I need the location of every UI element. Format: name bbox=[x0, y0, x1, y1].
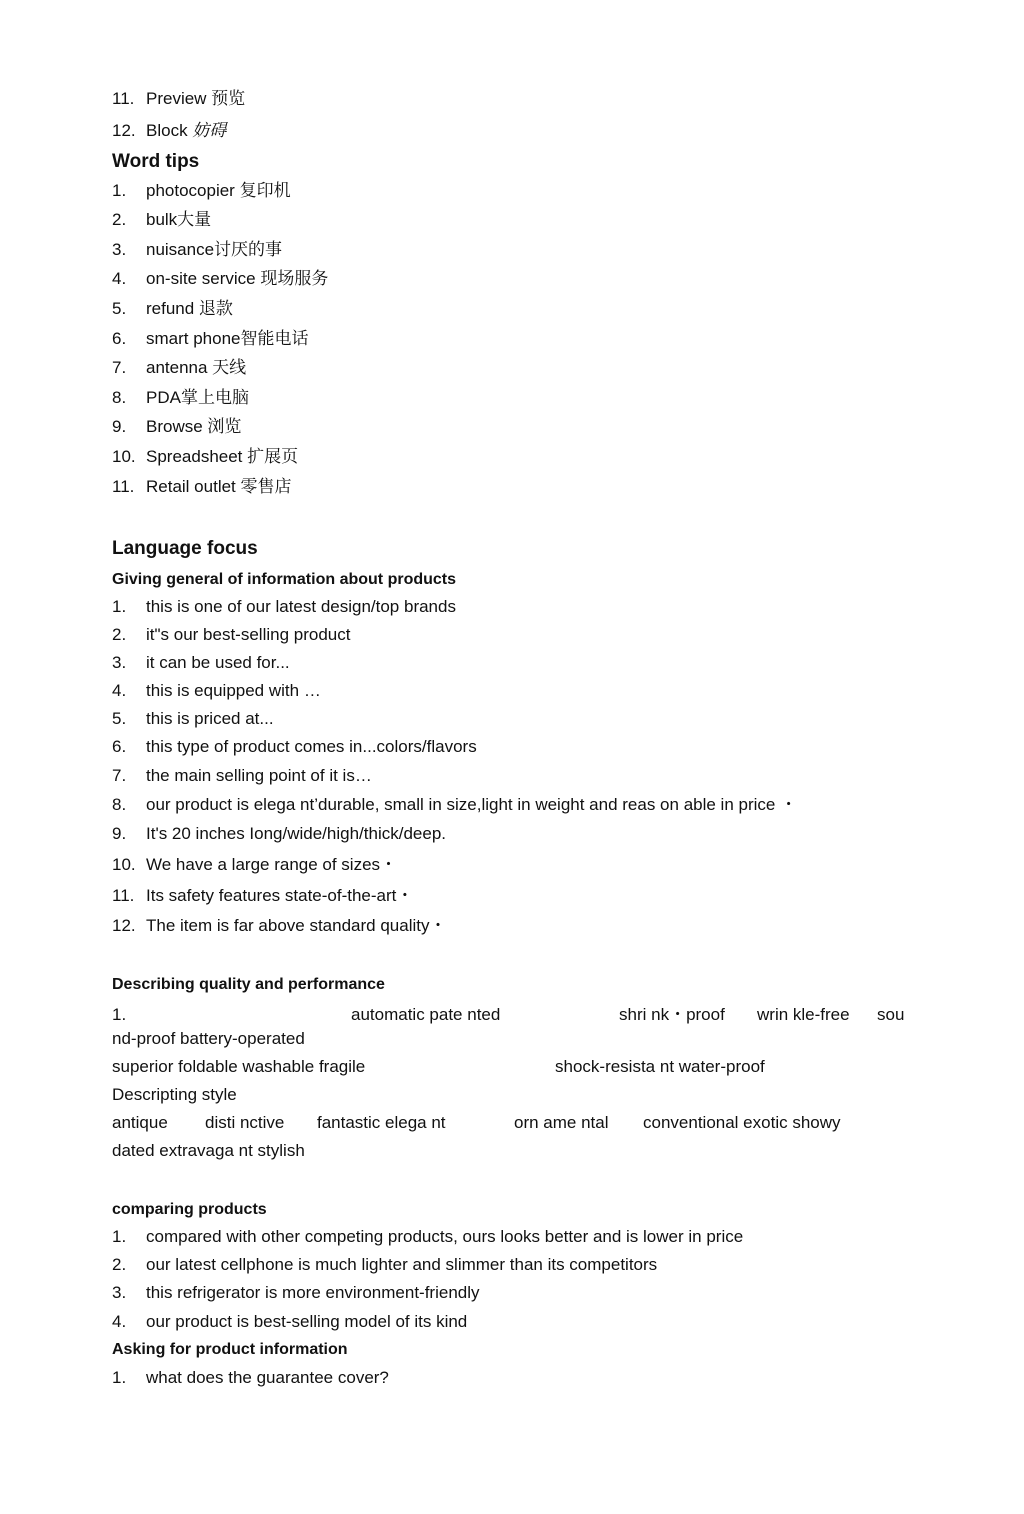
list-text: this refrigerator is more environment-friendly bbox=[146, 1283, 480, 1302]
list-number: 9. bbox=[112, 417, 127, 436]
list-number: 1. bbox=[112, 1227, 127, 1246]
list-number: 7. bbox=[112, 766, 127, 785]
list-number: 3. bbox=[112, 240, 127, 259]
list-text: photocopier 复印机 bbox=[146, 181, 291, 200]
quality-row-number: 1. bbox=[112, 1005, 127, 1024]
list-number: 11. bbox=[112, 886, 135, 905]
list-text: PDA掌上电脑 bbox=[146, 388, 249, 407]
list-item bbox=[112, 1311, 467, 1333]
list-text: refund 退款 bbox=[146, 299, 233, 318]
list-item bbox=[112, 298, 233, 320]
list-text: Retail outlet 零售店 bbox=[146, 477, 292, 496]
list-number: 8. bbox=[112, 795, 127, 814]
list-item bbox=[112, 624, 350, 646]
list-item bbox=[112, 476, 292, 498]
list-text: this is priced at... bbox=[146, 709, 274, 728]
quality-word: sou bbox=[877, 1005, 905, 1024]
list-item bbox=[112, 1226, 743, 1248]
list-item bbox=[112, 596, 456, 618]
list-item bbox=[112, 328, 309, 350]
list-text: smart phone智能电话 bbox=[146, 329, 309, 348]
list-text: the main selling point of it is… bbox=[146, 766, 372, 785]
list-text: Preview 预览 bbox=[146, 89, 246, 108]
list-number: 9. bbox=[112, 824, 127, 843]
list-number: 4. bbox=[112, 681, 127, 700]
list-text: this is equipped with … bbox=[146, 681, 321, 700]
quality-line: superior foldable washable fragile bbox=[112, 1057, 366, 1076]
list-number: 11. bbox=[112, 477, 135, 496]
quality-word: shri nk・proof bbox=[619, 1005, 725, 1024]
list-text: Its safety features state-of-the-art・ bbox=[146, 886, 414, 905]
list-text: compared with other competing products, ours looks better and is lower in price bbox=[146, 1227, 744, 1246]
list-number: 12. bbox=[112, 121, 136, 140]
list-number: 3. bbox=[112, 1283, 127, 1302]
list-item bbox=[112, 708, 274, 730]
list-item bbox=[112, 446, 298, 468]
style-word: fantastic elega nt bbox=[317, 1113, 446, 1132]
quality-line: shock-resista nt water-proof bbox=[555, 1057, 765, 1076]
list-number: 11. bbox=[112, 89, 135, 108]
list-text: it"s our best-selling product bbox=[146, 625, 351, 644]
list-text: Block 妨碍 bbox=[146, 121, 227, 140]
style-word: antique bbox=[112, 1113, 168, 1132]
list-number: 8. bbox=[112, 388, 127, 407]
list-item bbox=[112, 680, 321, 702]
list-number: 3. bbox=[112, 653, 127, 672]
list-number: 10. bbox=[112, 855, 136, 874]
quality-word: automatic pate nted bbox=[351, 1005, 501, 1024]
list-text: We have a large range of sizes・ bbox=[146, 855, 398, 874]
list-item bbox=[112, 88, 245, 110]
list-number: 2. bbox=[112, 210, 127, 229]
style-word: disti nctive bbox=[205, 1113, 285, 1132]
subheading-quality: Describing quality and performance bbox=[112, 976, 385, 993]
list-text: nuisance讨厌的事 bbox=[146, 240, 283, 259]
list-item bbox=[112, 416, 241, 438]
list-text: Spreadsheet 扩展页 bbox=[146, 447, 299, 466]
quality-word: wrin kle-free bbox=[757, 1005, 850, 1024]
list-item bbox=[112, 239, 282, 261]
list-text: what does the guarantee cover? bbox=[146, 1368, 389, 1387]
list-item bbox=[112, 915, 446, 937]
list-text: bulk大量 bbox=[146, 210, 212, 229]
list-number: 4. bbox=[112, 1312, 127, 1331]
list-number: 1. bbox=[112, 597, 127, 616]
list-text: our latest cellphone is much lighter and slimmer than its competitors bbox=[146, 1255, 658, 1274]
subheading-comparing: comparing products bbox=[112, 1201, 267, 1218]
list-number: 12. bbox=[112, 916, 136, 935]
list-number: 6. bbox=[112, 737, 127, 756]
list-number: 5. bbox=[112, 299, 127, 318]
subheading-asking: Asking for product information bbox=[112, 1341, 348, 1358]
list-number: 4. bbox=[112, 269, 127, 288]
list-text: our product is elega nt’durable, small in size,light in weight and reas on able in price ・ bbox=[146, 795, 798, 814]
section-heading-language-focus: Language focus bbox=[112, 538, 258, 559]
list-number: 5. bbox=[112, 709, 127, 728]
quality-line: dated extravaga nt stylish bbox=[112, 1141, 305, 1160]
list-item bbox=[112, 209, 211, 231]
list-text: this is one of our latest design/top brands bbox=[146, 597, 456, 616]
list-item bbox=[112, 736, 477, 758]
list-item bbox=[112, 357, 246, 379]
list-text: The item is far above standard quality・ bbox=[146, 916, 447, 935]
list-text: this type of product comes in...colors/flavors bbox=[146, 737, 477, 756]
list-item bbox=[112, 387, 249, 409]
style-word: conventional exotic showy bbox=[643, 1113, 841, 1132]
list-number: 7. bbox=[112, 358, 127, 377]
list-item bbox=[112, 1282, 480, 1304]
list-number: 1. bbox=[112, 1368, 127, 1387]
list-item bbox=[112, 854, 397, 876]
list-number: 2. bbox=[112, 625, 127, 644]
list-text: our product is best-selling model of its kind bbox=[146, 1312, 468, 1331]
quality-line: nd-proof battery-operated bbox=[112, 1029, 305, 1048]
list-text: antenna 天线 bbox=[146, 358, 247, 377]
list-number: 2. bbox=[112, 1255, 127, 1274]
list-item bbox=[112, 652, 290, 674]
subheading-giving-info: Giving general of information about products bbox=[112, 571, 457, 588]
list-number: 10. bbox=[112, 447, 136, 466]
list-text: on-site service 现场服务 bbox=[146, 269, 329, 288]
section-heading-word-tips: Word tips bbox=[112, 151, 200, 172]
list-text: Browse 浏览 bbox=[146, 417, 242, 436]
list-item bbox=[112, 268, 328, 290]
list-item bbox=[112, 885, 413, 907]
list-item bbox=[112, 823, 446, 845]
list-item bbox=[112, 765, 372, 787]
list-item bbox=[112, 1254, 657, 1276]
list-text-italic: 妨碍 bbox=[192, 121, 227, 140]
list-item bbox=[112, 180, 291, 202]
quality-line: Descripting style bbox=[112, 1085, 237, 1104]
list-item bbox=[112, 1367, 389, 1389]
list-text: it can be used for... bbox=[146, 653, 290, 672]
list-item bbox=[112, 794, 797, 816]
list-item bbox=[112, 120, 226, 142]
list-number: 1. bbox=[112, 181, 127, 200]
style-word: orn ame ntal bbox=[514, 1113, 609, 1132]
list-text: It's 20 inches Iong/wide/high/thick/deep. bbox=[146, 824, 446, 843]
list-number: 6. bbox=[112, 329, 127, 348]
